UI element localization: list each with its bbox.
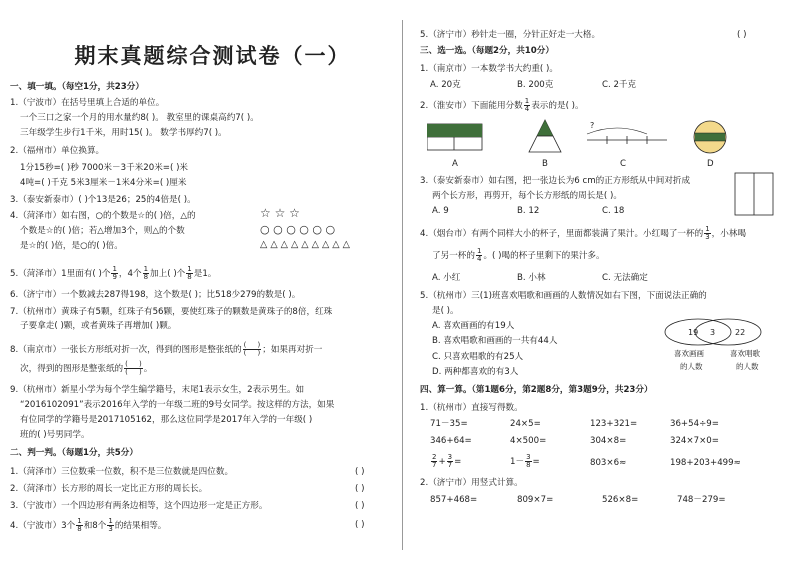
fraction: $\frac{1}{9}$ bbox=[112, 265, 117, 281]
section-judge-heading: 二、判一判。（每题1分，共5分） bbox=[10, 448, 138, 458]
judge-3-answer[interactable]: ( ) bbox=[355, 501, 365, 511]
q4-triangles: △ △ △ △ △ △ △ △ △ bbox=[260, 239, 350, 250]
calc-1-r1-3: 123+321= bbox=[590, 419, 638, 429]
q2-text: 2.（福州市）单位换算。 bbox=[10, 146, 105, 156]
fraction: $\frac{1}{8}$ bbox=[143, 265, 149, 281]
q7-line-b: 子要拿走( )颗，或者黄珠子再增加( )颗。 bbox=[20, 321, 177, 331]
choice-5-line-b: 是( )。 bbox=[432, 306, 459, 316]
choice-2-option-b[interactable]: B bbox=[542, 159, 548, 169]
choice-2-figures bbox=[427, 116, 737, 160]
figure-c-segment bbox=[587, 121, 667, 144]
choice-2-option-d[interactable]: D bbox=[707, 159, 714, 169]
choice-3-option-a[interactable]: A. 9 bbox=[432, 206, 449, 216]
choice-2-option-a[interactable]: A bbox=[452, 159, 458, 169]
left-column bbox=[10, 0, 395, 561]
choice-5-line-a: 5.（杭州市）三(1)班喜欢唱歌和画画的人数情况如右下图，下面说法正确的 bbox=[420, 291, 707, 301]
choice-5-option-b[interactable]: B. 喜欢唱歌和画画的一共有44人 bbox=[432, 336, 558, 346]
venn-right-label-1: 喜欢唱歌 bbox=[730, 349, 760, 358]
q1-text: 1.（宁波市）在括号里填上合适的单位。 bbox=[10, 98, 165, 108]
fraction: $\frac{1}{4}$ bbox=[476, 247, 482, 263]
judge-5: 5.（济宁市）秒针走一圈，分针正好走一大格。 bbox=[420, 30, 601, 40]
q9-line-c: 有位同学的学籍号是2017105162，那么这位同学是2017年入学的一年级( ) bbox=[20, 415, 313, 425]
calc-2-3: 526×8= bbox=[602, 495, 639, 505]
section-calc-heading: 四、算一算。（第1题6分，第2题8分，第3题9分，共23分） bbox=[420, 385, 653, 395]
calc-1-r2-1: 346+64= bbox=[430, 436, 472, 446]
choice-4-option-c[interactable]: C. 无法确定 bbox=[602, 273, 648, 283]
judge-1-answer[interactable]: ( ) bbox=[355, 467, 365, 477]
figure-d-circle bbox=[694, 121, 726, 153]
figure-a-rect bbox=[427, 124, 482, 150]
fraction: $\frac{1}{3}$ bbox=[108, 517, 113, 533]
judge-1: 1.（菏泽市）三位数乘一位数，积不是三位数就是四位数。 bbox=[10, 467, 234, 477]
fraction: $\frac{1}{3}$ bbox=[705, 225, 710, 241]
calc-2: 2.（济宁市）用竖式计算。 bbox=[420, 478, 523, 488]
choice-4-line-a: 4.（烟台市）有两个同样大小的杯子，里面都装满了果汁。小红喝了一杯的 $\frac{1}{3}$ ，小林喝 bbox=[420, 225, 747, 241]
q4-circles: ○ ○ ○ ○ ○ ○ bbox=[260, 223, 336, 236]
q6-text: 6.（济宁市）一个数减去287得198，这个数是( )；比518少279的数是( )。 bbox=[10, 290, 301, 300]
choice-1: 1.（南京市）一本数学书大约重( )。 bbox=[420, 64, 558, 74]
calc-1-r1-2: 24×5= bbox=[510, 419, 541, 429]
fraction: $\frac{2}{7}$ bbox=[432, 453, 437, 469]
judge-2: 2.（菏泽市）长方形的周长一定比正方形的周长长。 bbox=[10, 484, 208, 494]
q8-line-a: 8.（南京市）一张长方形纸对折一次，得到的图形是整张纸的 $\frac{( )}{( )}$ ；如果再对折一 bbox=[10, 341, 323, 357]
choice-1-option-c[interactable]: C. 2千克 bbox=[602, 80, 637, 90]
calc-1-r3-1: $\frac{2}{7}$ + $\frac{3}{7}$ = bbox=[432, 453, 462, 469]
fraction: $\frac{1}{8}$ bbox=[187, 265, 192, 281]
choice-4-line-b: 了另一杯的 $\frac{1}{4}$ 。( )喝的杯子里剩下的果汁多。 bbox=[432, 247, 605, 263]
venn-diagram bbox=[662, 316, 782, 376]
q1-line-b: 三年级学生步行1千米，用时15( )。 数学书厚约7( )。 bbox=[20, 128, 227, 138]
calc-1-r2-2: 4×500= bbox=[510, 436, 547, 446]
fraction: $\frac{3}{7}$ bbox=[447, 453, 453, 469]
q9-line-d: 班的( )号男同学。 bbox=[20, 430, 90, 440]
calc-1-r1-1: 71－35= bbox=[430, 419, 468, 429]
q2-line-a: 1分15秒=( )秒 7000米－3千米20米=( )米 bbox=[20, 163, 189, 173]
q4-line-b: 个数是☆的( )倍；若△增加3个，则△的个数 bbox=[20, 226, 185, 236]
venn-mid-number: 3 bbox=[710, 328, 716, 337]
figure-b-triangle bbox=[529, 120, 561, 152]
q4-stars: ☆ ☆ ☆ bbox=[260, 206, 300, 220]
judge-3: 3.（宁波市）一个四边形有两条边相等，这个四边形一定是正方形。 bbox=[10, 501, 268, 511]
calc-2-4: 748－279= bbox=[677, 495, 726, 505]
choice-5-option-d[interactable]: D. 两种都喜欢的有3人 bbox=[432, 367, 519, 377]
choice-4-option-a[interactable]: A. 小红 bbox=[432, 273, 461, 283]
fraction-blank: $\frac{( )}{( )}$ bbox=[243, 341, 261, 357]
calc-1-r3-3: 803×6≈ bbox=[590, 458, 627, 468]
q5-text: 5.（菏泽市）1里面有( )个 $\frac{1}{9}$ ，4个 $\frac{1}{8}$ 加上( )个 $\frac{1}{8}$ 是1。 bbox=[10, 265, 217, 281]
fraction: $\frac{3}{8}$ bbox=[526, 453, 531, 469]
q9-line-a: 9.（杭州市）新星小学为每个学生编学籍号，末尾1表示女生，2表示男生。如 bbox=[10, 385, 305, 395]
svg-text:?: ? bbox=[590, 121, 595, 130]
venn-left-number: 19 bbox=[688, 328, 699, 337]
choice-3-option-b[interactable]: B. 12 bbox=[517, 206, 540, 216]
column-divider bbox=[402, 20, 403, 550]
choice-1-option-b[interactable]: B. 200克 bbox=[517, 80, 554, 90]
calc-2-1: 857+468= bbox=[430, 495, 478, 505]
calc-2-2: 809×7= bbox=[517, 495, 554, 505]
q1-line-a: 一个三口之家一个月的用水量约8( )。 教室里的课桌高约7( )。 bbox=[20, 113, 259, 123]
q4-line-c: 是☆的( )倍，是○的( )倍。 bbox=[20, 241, 123, 251]
square-paper-figure bbox=[734, 172, 776, 218]
fraction-blank: $\frac{( )}{( )}$ bbox=[125, 360, 142, 376]
q4-line-a: 4.（菏泽市）如右图，○的个数是☆的( )倍，△的 bbox=[10, 211, 196, 221]
judge-5-answer[interactable]: ( ) bbox=[737, 30, 747, 40]
calc-1: 1.（杭州市）直接写得数。 bbox=[420, 403, 523, 413]
q7-line-a: 7.（杭州市）黄珠子有5颗，红珠子有56颗，要使红珠子的颗数是黄珠子的8倍，红珠 bbox=[10, 307, 333, 317]
judge-2-answer[interactable]: ( ) bbox=[355, 484, 365, 494]
calc-1-r2-3: 304×8= bbox=[590, 436, 627, 446]
choice-5-option-a[interactable]: A. 喜欢画画的有19人 bbox=[432, 321, 515, 331]
q9-line-b: “2016102091”表示2016年入学的一年级二班的9号女同学。按这样的方法，如果 bbox=[20, 400, 335, 410]
venn-right-number: 22 bbox=[735, 328, 746, 337]
calc-1-r1-4: 36+54÷9= bbox=[670, 419, 719, 429]
choice-5-option-c[interactable]: C. 只喜欢唱歌的有25人 bbox=[432, 352, 524, 362]
section-fill-heading: 一、填一填。（每空1分，共23分） bbox=[10, 82, 144, 92]
right-column bbox=[412, 0, 782, 561]
calc-1-r3-4: 198+203+499≈ bbox=[670, 458, 741, 468]
section-choose-heading: 三、选一选。（每题2分，共10分） bbox=[420, 46, 554, 56]
fraction: $\frac{1}{4}$ bbox=[524, 97, 530, 113]
choice-2-option-c[interactable]: C bbox=[620, 159, 627, 169]
page-title: 期末真题综合测试卷（一） bbox=[74, 43, 351, 68]
choice-1-option-a[interactable]: A. 20克 bbox=[430, 80, 461, 90]
calc-1-r2-4: 324×7×0= bbox=[670, 436, 719, 446]
q8-line-b: 次，得到的图形是整张纸的 $\frac{( )}{( )}$ 。 bbox=[20, 360, 153, 376]
choice-3-option-c[interactable]: C. 18 bbox=[602, 206, 625, 216]
calc-1-r3-2: 1－ $\frac{3}{8}$ = bbox=[510, 453, 540, 469]
choice-4-option-b[interactable]: B. 小林 bbox=[517, 273, 546, 283]
venn-left-label-2: 的人数 bbox=[680, 362, 703, 371]
fraction: $\frac{1}{8}$ bbox=[77, 517, 82, 533]
choice-3-line-a: 3.（泰安新泰市）如右图，把一张边长为6 cm的正方形纸从中间对折成 bbox=[420, 176, 691, 186]
q3-text: 3.（泰安新泰市）( )个13是26；25的4倍是( )。 bbox=[10, 195, 196, 205]
venn-right-label-2: 的人数 bbox=[736, 362, 759, 371]
judge-4-answer[interactable]: ( ) bbox=[355, 520, 365, 530]
venn-left-label-1: 喜欢画画 bbox=[674, 349, 704, 358]
q2-line-b: 4吨=( )千克 5米3厘米－1米4分米=( )厘米 bbox=[20, 178, 187, 188]
choice-2: 2.（淮安市）下面能用分数 $\frac{1}{4}$ 表示的是( )。 bbox=[420, 97, 584, 113]
choice-3-line-b: 两个长方形，再剪开，每个长方形纸的周长是( )。 bbox=[432, 191, 622, 201]
judge-4: 4.（宁波市）3个 $\frac{1}{8}$ 和8个 $\frac{1}{3}$ 的结果相等。 bbox=[10, 517, 167, 533]
